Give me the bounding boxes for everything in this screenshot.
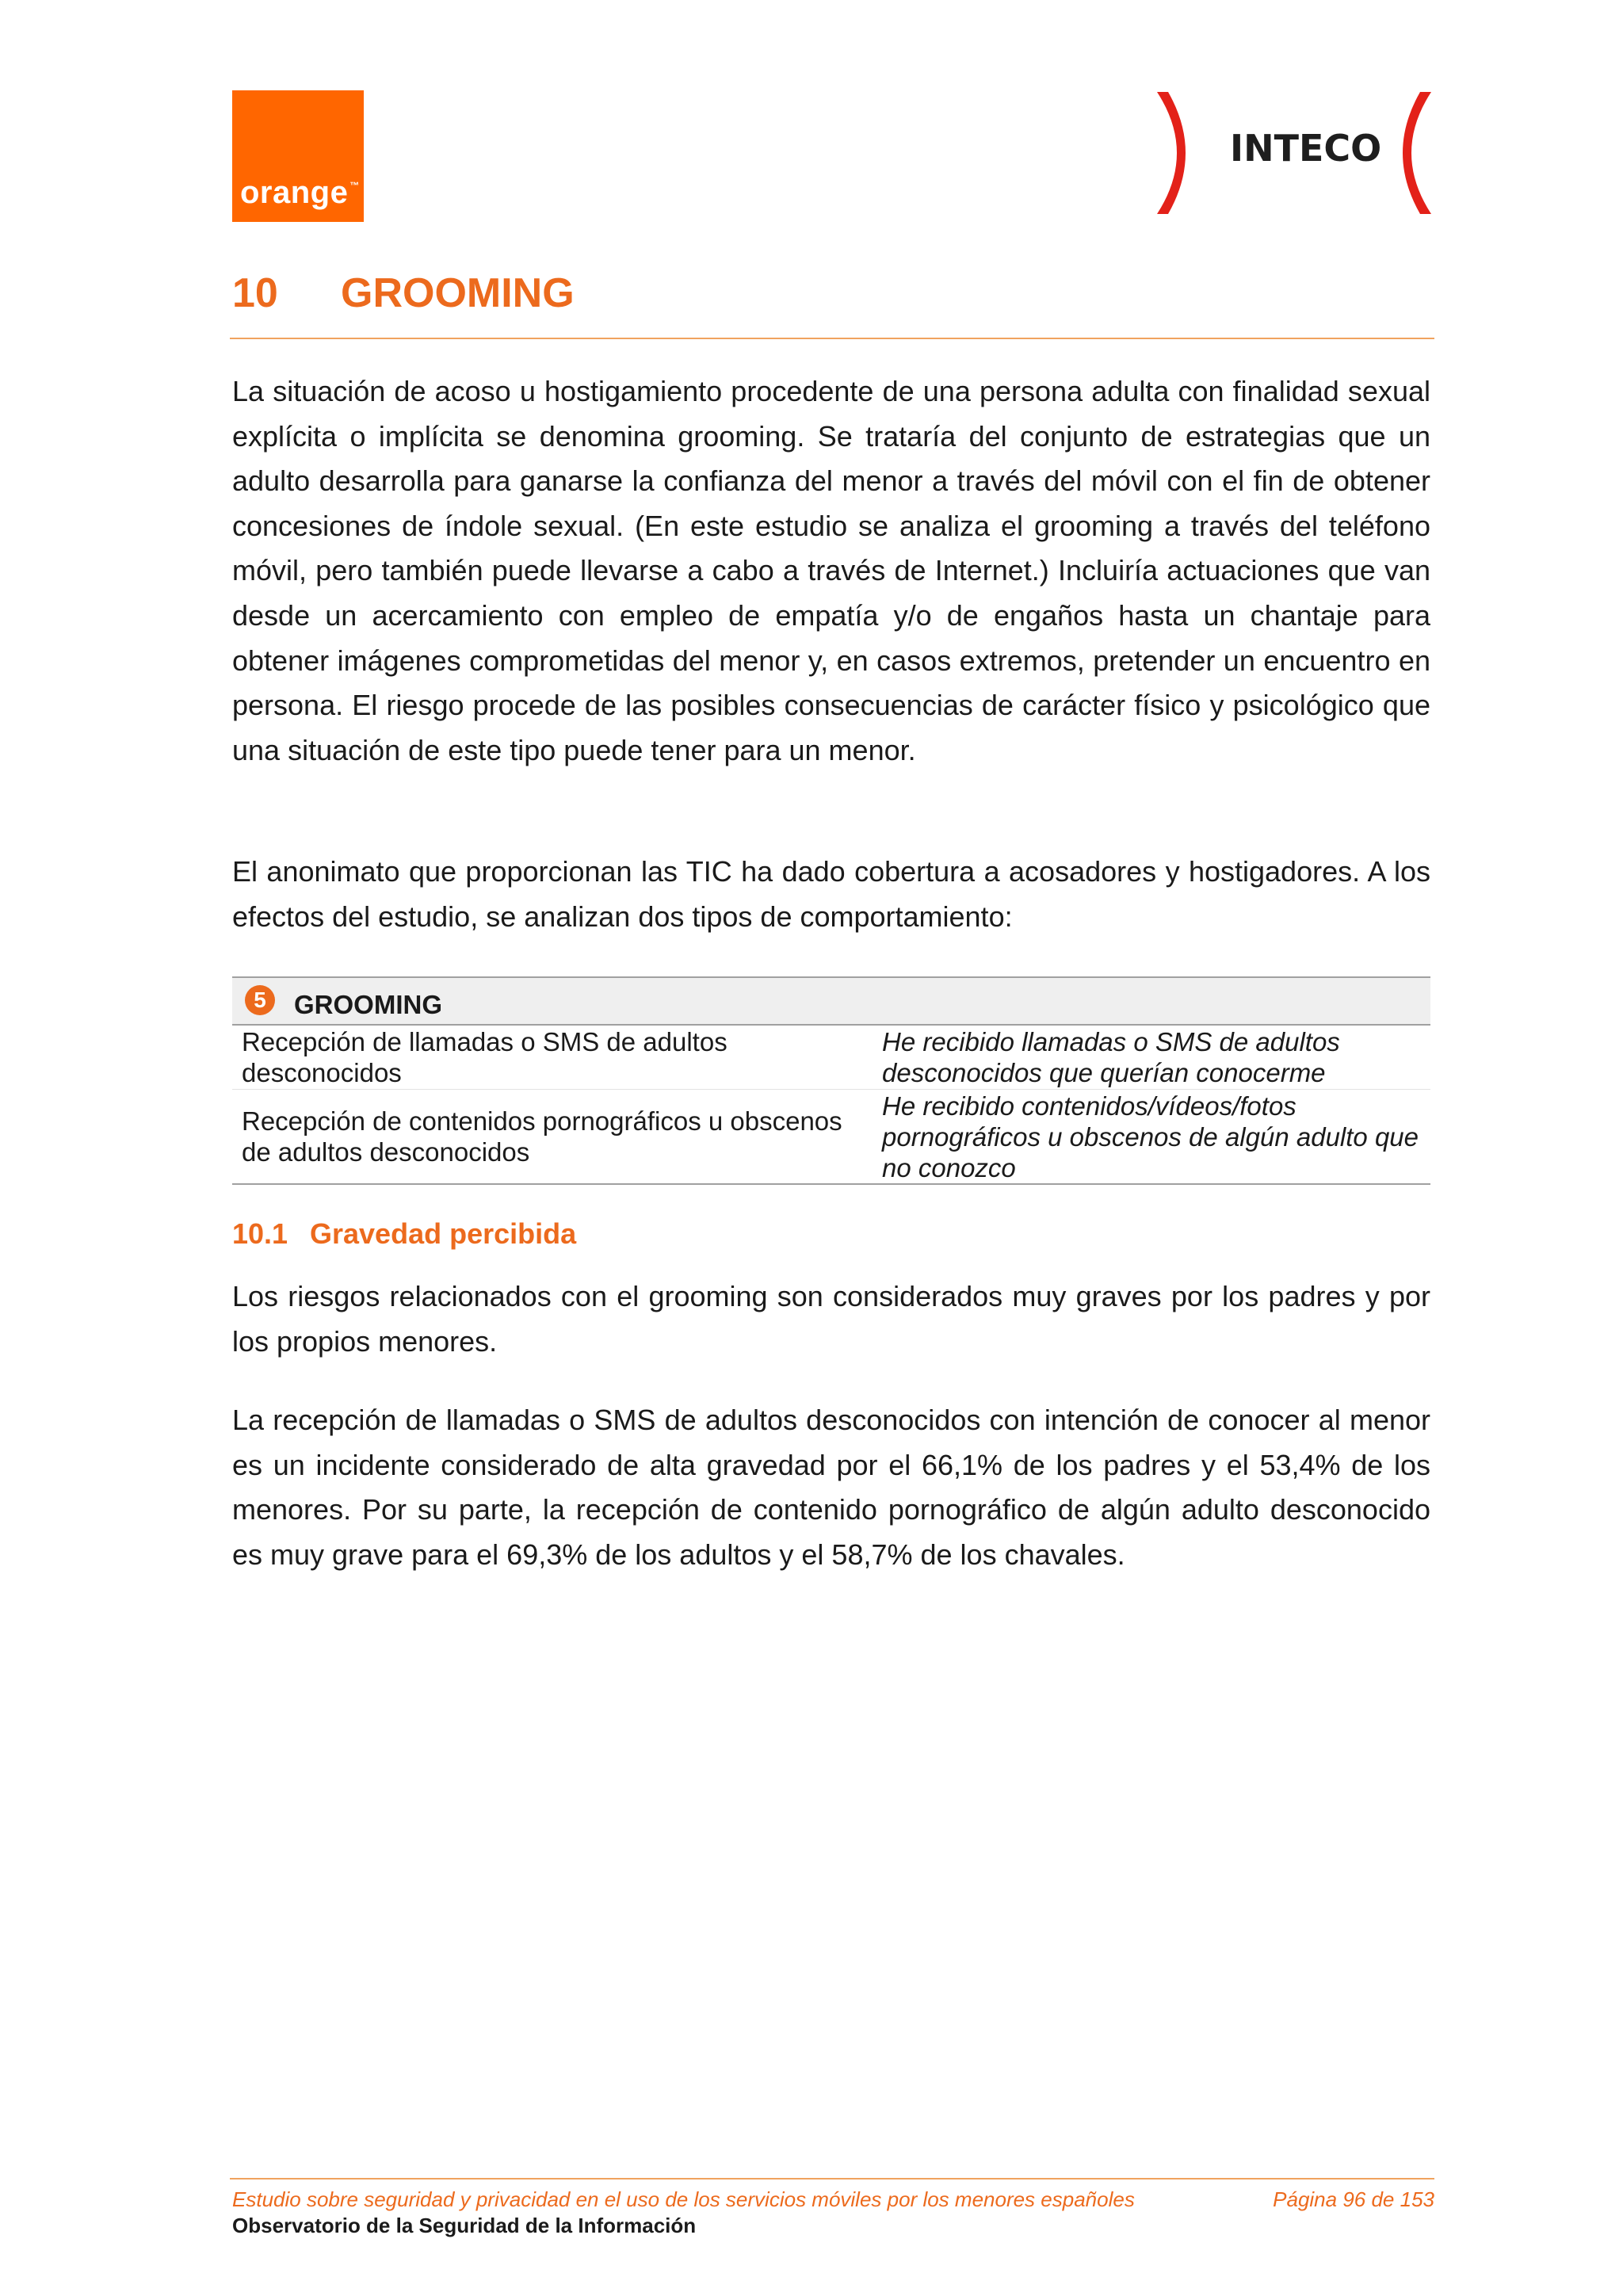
section-number: 10.1 [232,1217,288,1250]
table-title: GROOMING [294,990,442,1019]
table-row [232,1026,1430,1090]
grooming-table [232,976,1430,1185]
intro-paragraph-1: La situación de acoso u hostigamiento procedente de una persona adulta con finalidad sexual explícita o implícita se denomina grooming. Se trataría del conjunto de estrategias que un adulto desarrolla para ganarse la confianza del menor a través del móvil con el fin de obtener concesiones de índole sexual. (En este estudio se analiza el grooming a través del teléfono móvil, pero también puede llevarse a cabo a través de Internet.) Incluiría actuaciones que van desde un acercamiento con empleo de empatía y/o de engaños hasta un chantaje para obtener imágenes comprometidas del menor y, en casos extremos, pretender un encuentro en persona. El riesgo procede de las posibles consecuencias de carácter físico y psicológico que una situación de este tipo puede tener para un menor. [232,375,1430,766]
behavior-cell: Recepción de contenidos pornográficos u obscenos de adultos desconocidos [242,1106,842,1167]
footer-divider [230,2178,1434,2179]
section-heading [232,1217,576,1251]
chapter-divider [230,338,1434,339]
intro-paragraph-2: El anonimato que proporcionan las TIC ha dado cobertura a acosadores y hostigadores. A los efectos del estudio, se analizan dos tipos de comportamiento: [232,855,1430,933]
orange-logo-wordmark: orange ™ [240,175,360,210]
footer-study-title: Estudio sobre seguridad y privacidad en el uso de los servicios móviles por los menores españoles [232,2187,1135,2211]
statement-cell: He recibido contenidos/vídeos/fotos pornográficos u obscenos de algún adulto que no conozco [882,1091,1419,1182]
section-paragraph-1: Los riesgos relacionados con el grooming son considerados muy graves por los padres y por los propios menores. [232,1280,1430,1358]
section-paragraph-2: La recepción de llamadas o SMS de adultos desconocidos con intención de conocer al menor es un incidente considerado de alta gravedad por el 66,1% de los padres y el 53,4% de los menores. Por su parte, la recepción de contenido pornográfico de algún adulto desconocido es muy grave para el 69,3% de los adultos y el 58,7% de los chavales. [232,1404,1430,1571]
table-header [232,976,1430,1026]
inteco-logo-wordmark: INTECO [1230,127,1382,170]
statement-cell: He recibido llamadas o SMS de adultos desconocidos que querían conocerme [882,1027,1340,1087]
footer-organization: Observatorio de la Seguridad de la Información [232,2214,697,2237]
orange-logo [232,90,364,222]
table-row [232,1090,1430,1185]
inteco-right-bracket-icon [1390,86,1438,220]
footer-page-number: Página 96 de 153 [1273,2187,1434,2211]
inteco-left-bracket-icon [1151,86,1198,220]
number-badge-icon: 5 [245,985,275,1015]
behavior-cell: Recepción de llamadas o SMS de adultos desconocidos [242,1027,727,1087]
section-title: Gravedad percibida [310,1217,577,1250]
chapter-heading [232,269,1434,317]
chapter-number: 10 [232,270,278,316]
inteco-logo [1151,86,1444,220]
chapter-title: GROOMING [341,270,575,316]
